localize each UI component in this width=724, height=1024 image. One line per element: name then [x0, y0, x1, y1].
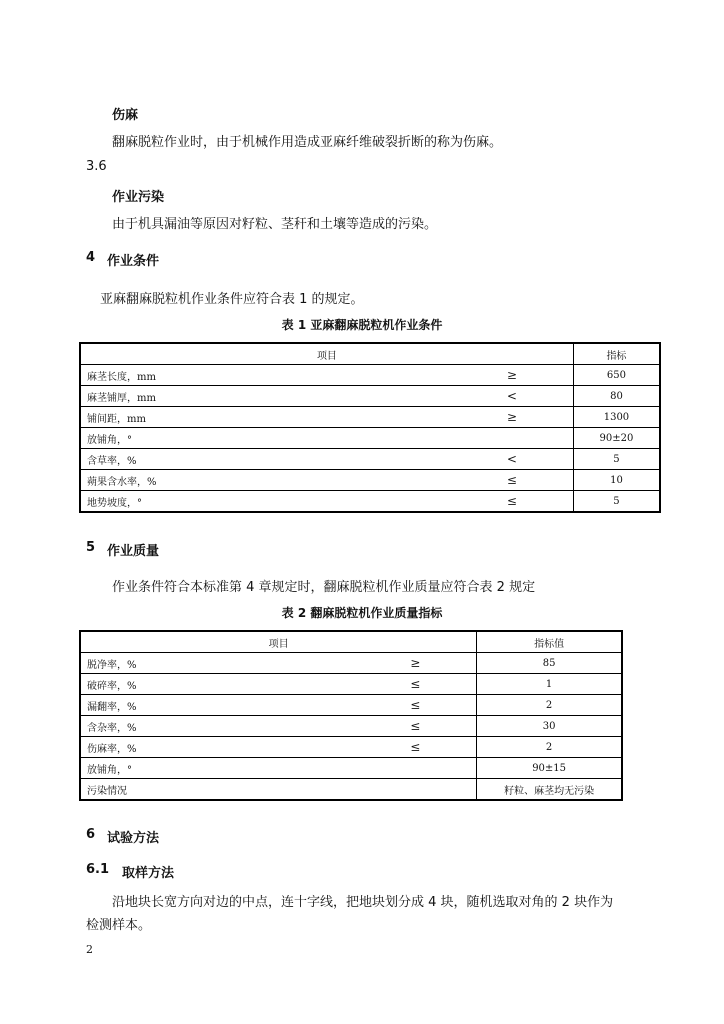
- cell-operator: ≤: [404, 695, 477, 716]
- table-row: [80, 674, 622, 695]
- cell-value: 1300: [573, 407, 660, 428]
- term-definition: 翻麻脱粒作业时，由于机械作用造成亚麻纤维破裂折断的称为伤麻。: [112, 135, 503, 150]
- table-row: [80, 365, 660, 386]
- cell-operator: ≥: [404, 653, 477, 674]
- table-header-row: [80, 631, 622, 653]
- term-definition: 由于机具漏油等原因对籽粒、茎秆和土壤等造成的污染。: [112, 217, 438, 232]
- cell-operator: <: [501, 449, 574, 470]
- cell-operator: [501, 428, 574, 449]
- cell-item: 蒴果含水率，%: [80, 470, 501, 491]
- cell-item: 放铺角，°: [80, 758, 404, 779]
- header-value: 指标: [573, 343, 660, 365]
- table-row: [80, 716, 622, 737]
- table-caption: 表 2 翻麻脱粒机作业质量指标: [281, 606, 443, 620]
- cell-value: 650: [573, 365, 660, 386]
- cell-value: 80: [573, 386, 660, 407]
- cell-item: 铺间距，mm: [80, 407, 501, 428]
- section-title: 试验方法: [107, 831, 160, 846]
- cell-operator: ≤: [404, 716, 477, 737]
- cell-value: 5: [573, 449, 660, 470]
- cell-value: 2: [477, 695, 622, 716]
- cell-value: 2: [477, 737, 622, 758]
- table-row: [80, 491, 660, 513]
- table-row: [80, 407, 660, 428]
- cell-operator: <: [501, 386, 574, 407]
- cell-value: 90±20: [573, 428, 660, 449]
- cell-operator: [404, 758, 477, 779]
- table-row: [80, 428, 660, 449]
- table-row: [80, 653, 622, 674]
- cell-item: 污染情况: [80, 779, 404, 801]
- cell-operator: ≥: [501, 407, 574, 428]
- cell-item: 地势坡度，°: [80, 491, 501, 513]
- cell-operator: ≤: [501, 491, 574, 513]
- cell-item: 脱净率，%: [80, 653, 404, 674]
- cell-item: 伤麻率，%: [80, 737, 404, 758]
- cell-operator: ≤: [404, 737, 477, 758]
- section-number: 4: [86, 250, 96, 265]
- cell-item: 放铺角，°: [80, 428, 501, 449]
- cell-operator: ≤: [404, 674, 477, 695]
- table-row: [80, 695, 622, 716]
- cell-operator: [404, 779, 477, 801]
- table-row: [80, 779, 622, 801]
- clause-number: 3.6: [86, 159, 107, 174]
- cell-item: 麻茎长度，mm: [80, 365, 501, 386]
- cell-value: 30: [477, 716, 622, 737]
- cell-value: 5: [573, 491, 660, 513]
- section-title: 作业质量: [107, 544, 160, 559]
- table-row: [80, 758, 622, 779]
- table-header-row: [80, 343, 660, 365]
- cell-item: 漏翻率，%: [80, 695, 404, 716]
- table-caption: 表 1 亚麻翻麻脱粒机作业条件: [281, 318, 443, 332]
- cell-operator: ≤: [501, 470, 574, 491]
- cell-operator: ≥: [501, 365, 574, 386]
- table-row: [80, 737, 622, 758]
- section-title: 作业条件: [107, 254, 160, 269]
- table-row: [80, 470, 660, 491]
- header-item: 项目: [80, 631, 477, 653]
- cell-item: 麻茎铺厚，mm: [80, 386, 501, 407]
- cell-value: 1: [477, 674, 622, 695]
- paragraph: 作业条件符合本标准第 4 章规定时，翻麻脱粒机作业质量应符合表 2 规定: [112, 580, 536, 595]
- header-value: 指标值: [477, 631, 622, 653]
- term-title: 作业污染: [112, 190, 165, 205]
- clause-number: 6.1: [86, 862, 110, 877]
- cell-value: 85: [477, 653, 622, 674]
- table-row: [80, 386, 660, 407]
- header-item: 项目: [80, 343, 573, 365]
- paragraph-line: 沿地块长宽方向对边的中点，连十字线，把地块划分成 4 块，随机选取对角的 2 块作为: [112, 895, 614, 910]
- table-work-conditions: [79, 342, 661, 513]
- page-number: 2: [86, 943, 93, 956]
- section-number: 5: [86, 540, 96, 555]
- cell-value: 90±15: [477, 758, 622, 779]
- cell-value: 籽粒、麻茎均无污染: [477, 779, 622, 801]
- cell-item: 含杂率，%: [80, 716, 404, 737]
- clause-title: 取样方法: [122, 866, 175, 881]
- cell-value: 10: [573, 470, 660, 491]
- section-number: 6: [86, 827, 96, 842]
- table-work-quality: [79, 630, 623, 801]
- paragraph: 亚麻翻麻脱粒机作业条件应符合表 1 的规定。: [100, 292, 364, 307]
- cell-item: 破碎率，%: [80, 674, 404, 695]
- table-row: [80, 449, 660, 470]
- cell-item: 含草率，%: [80, 449, 501, 470]
- paragraph-line: 检测样本。: [86, 918, 152, 933]
- term-title: 伤麻: [112, 108, 139, 123]
